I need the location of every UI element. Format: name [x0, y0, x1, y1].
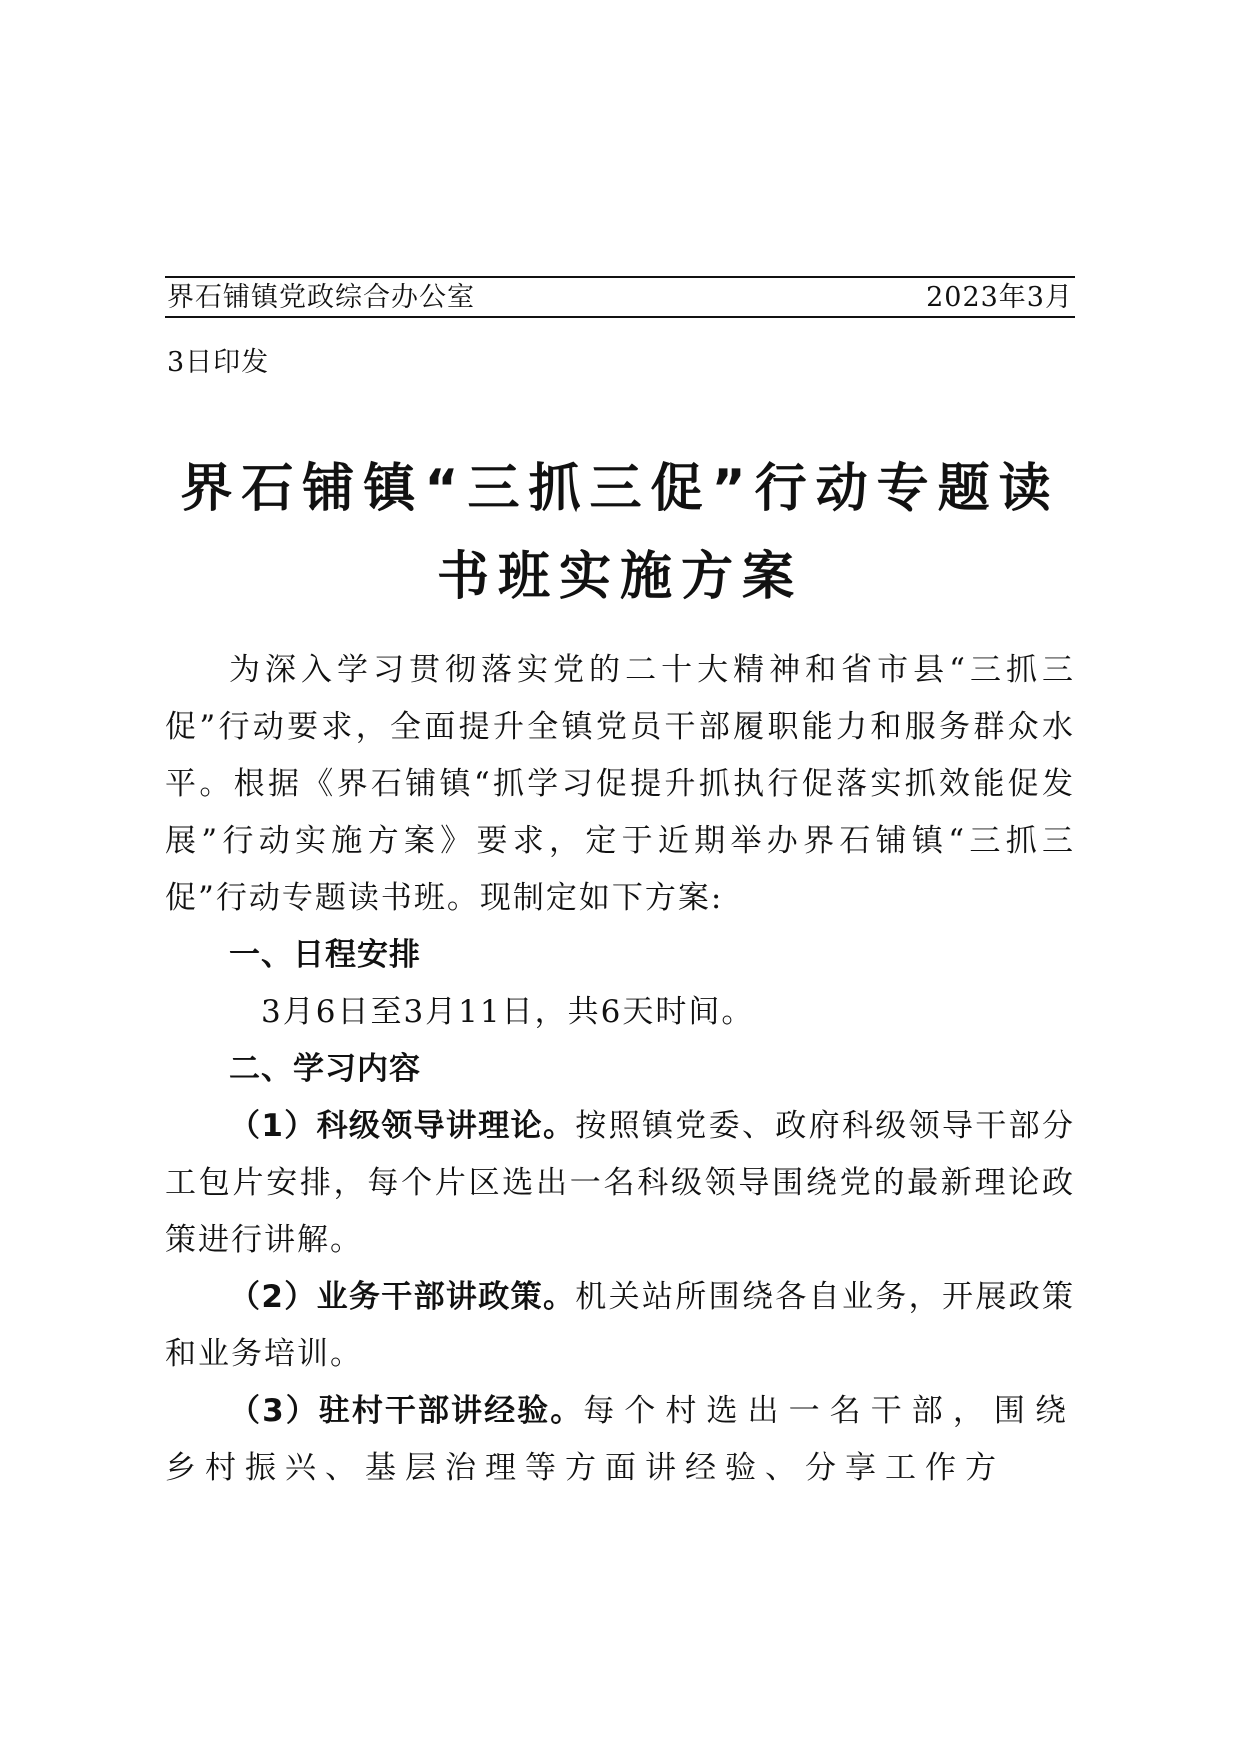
- section-heading-schedule: 一、日程安排: [229, 937, 421, 973]
- title-line-1: 界石铺镇“三抓三促”行动专题读: [180, 459, 1060, 519]
- content-item-1: [165, 1098, 1075, 1269]
- item-text: 每个村选出一名干部，围绕乡村振兴、基层治理等方面讲经验、分享工作方: [165, 1393, 1075, 1486]
- item-lead: （1）科级领导讲理论。: [229, 1108, 576, 1144]
- section-heading-content: 二、学习内容: [229, 1051, 421, 1087]
- title-line-2: 书班实施方案: [436, 547, 803, 607]
- item-text: 按照镇党委、政府科级领导干部分工包片安排，每个片区选出一名科级领导围绕党的最新理论政策进行讲解。: [165, 1108, 1075, 1258]
- content-item-3: [165, 1383, 1075, 1497]
- issuing-office: 界石铺镇党政综合办公室: [167, 282, 475, 313]
- issue-date: 2023年3月: [926, 282, 1073, 313]
- item-text: 机关站所围绕各自业务，开展政策和业务培训。: [165, 1279, 1075, 1372]
- schedule-text: 3月6日至3月11日，共6天时间。: [261, 994, 755, 1030]
- item-lead: （3）驻村干部讲经验。: [229, 1393, 584, 1429]
- document-title: [120, 445, 1120, 621]
- issuance-bar: [165, 276, 1075, 318]
- issue-date-continued: 3日印发: [167, 347, 270, 378]
- content-item-2: [165, 1269, 1075, 1383]
- intro-paragraph: 为深入学习贯彻落实党的二十大精神和省市县“三抓三促”行动要求，全面提升全镇党员干部履职能力和服务群众水平。根据《界石铺镇“抓学习促提升抓执行促落实抓效能促发展”行动实施方案》要求，定于近期举办界石铺镇“三抓三促”行动专题读书班。现制定如下方案:: [165, 652, 1075, 916]
- item-lead: （2）业务干部讲政策。: [229, 1279, 576, 1315]
- document-body: [165, 642, 1075, 1497]
